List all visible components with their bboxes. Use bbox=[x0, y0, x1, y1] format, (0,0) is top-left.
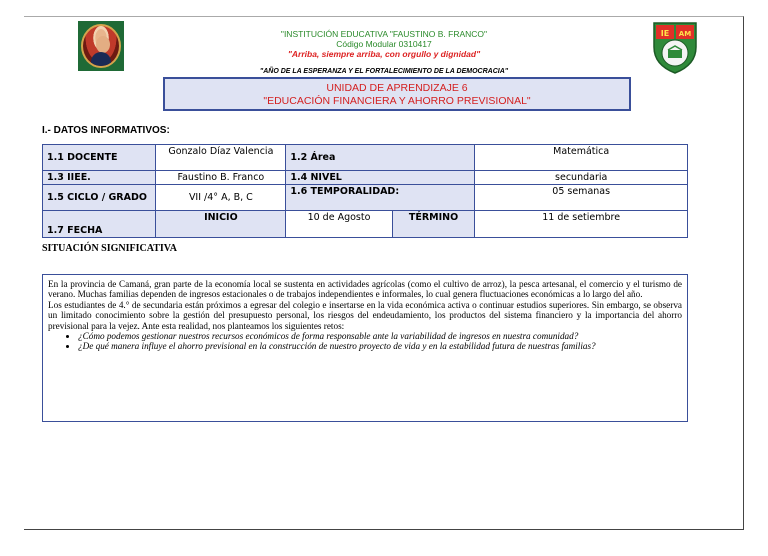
inicio-value: 10 de Agosto bbox=[286, 211, 392, 238]
year-name: "AÑO DE LA ESPERANZA Y EL FORTALECIMIENTO DE LA DEMOCRACIA" bbox=[259, 68, 509, 75]
ciclo-label: 1.5 CICLO / GRADO bbox=[43, 185, 156, 211]
fecha-label: 1.7 FECHA bbox=[43, 211, 156, 238]
termino-label: TÉRMINO bbox=[392, 211, 475, 238]
unit-title-box bbox=[163, 77, 631, 111]
situacion-box bbox=[42, 274, 688, 422]
nivel-value: secundaria bbox=[475, 171, 688, 185]
docente-value: Gonzalo Díaz Valencia bbox=[156, 145, 286, 171]
situacion-title: SITUACIÓN SIGNIFICATIVA bbox=[42, 243, 177, 254]
nivel-label: 1.4 NIVEL bbox=[286, 171, 475, 185]
challenge-item: • ¿Cómo podemos gestionar nuestros recursos económicos de forma responsable ante la variabilidad de ingresos en nuestra comunidad? bbox=[78, 331, 682, 341]
area-value: Matemática bbox=[475, 145, 688, 171]
unit-number: UNIDAD DE APRENDIZAJE 6 bbox=[326, 82, 468, 94]
founder-portrait bbox=[78, 21, 124, 71]
iiee-label: 1.3 IIEE. bbox=[43, 171, 156, 185]
svg-text:IE: IE bbox=[660, 29, 670, 38]
school-header bbox=[164, 29, 604, 60]
situacion-paragraph-2: Los estudiantes de 4.° de secundaria están próximos a egresar del colegio e insertarse en la vida económica activa o continuar estudios superiores. Sin embargo, se observa un limitado conocimiento sobre la gestión del presupuesto personal, los riesgos del endeudamiento, los productos del sistema financiero y la importancia del ahorro previsional para la vejez. Ante esta realidad, nos planteamos los siguientes retos: bbox=[48, 299, 682, 331]
unit-title: "EDUCACIÓN FINANCIERA Y AHORRO PREVISIONAL" bbox=[263, 95, 531, 107]
svg-text:AM: AM bbox=[678, 30, 692, 38]
temporalidad-label: 1.6 TEMPORALIDAD: bbox=[286, 185, 475, 211]
temporalidad-value: 05 semanas bbox=[475, 185, 688, 211]
challenges-list bbox=[78, 331, 682, 352]
ciclo-value: VII /4° A, B, C bbox=[156, 185, 286, 211]
termino-value: 11 de setiembre bbox=[475, 211, 688, 238]
school-motto: "Arriba, siempre arriba, con orgullo y dignidad" bbox=[287, 49, 481, 59]
situacion-paragraph-1: En la provincia de Camaná, gran parte de la economía local se sustenta en actividades agrícolas (como el cultivo de arroz), la pesca artesanal, el comercio y el turismo de verano. Muchas familias dependen de ingresos estacionales o de trabajos independientes e informales, lo cual genera fluctuaciones económicas a lo largo del año. bbox=[48, 279, 682, 300]
school-crest-logo bbox=[646, 17, 704, 75]
iiee-value: Faustino B. Franco bbox=[156, 171, 286, 185]
datos-section-title: I.- DATOS INFORMATIVOS: bbox=[42, 125, 170, 136]
document-page bbox=[24, 16, 744, 530]
docente-label: 1.1 DOCENTE bbox=[43, 145, 156, 171]
modular-code: Código Modular 0310417 bbox=[336, 39, 432, 49]
datos-table bbox=[42, 144, 688, 238]
inicio-label: INICIO bbox=[156, 211, 286, 238]
school-name: "INSTITUCIÓN EDUCATIVA "FAUSTINO B. FRANCO" bbox=[280, 29, 488, 39]
challenge-item: • ¿De qué manera influye el ahorro previsional en la construcción de nuestro proyecto de vida y en la estabilidad futura de nuestras familias? bbox=[78, 341, 682, 351]
area-label: 1.2 Área bbox=[286, 145, 475, 171]
